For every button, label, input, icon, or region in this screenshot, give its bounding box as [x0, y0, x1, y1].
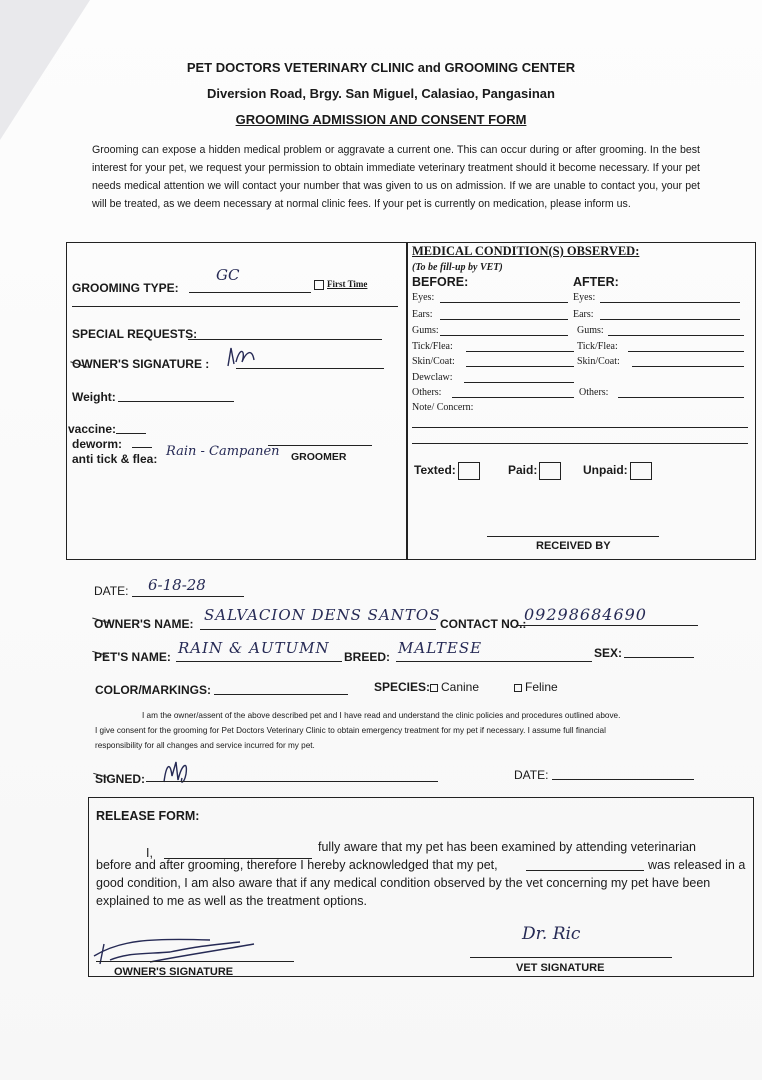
release-text-3: good condition, I am also aware that if any medical condition observed by the vet concerning my pet have been: [96, 876, 711, 890]
contact-value: 09298684690: [524, 605, 647, 624]
before-field-label: Skin/Coat:: [412, 356, 455, 367]
canine-option[interactable]: Canine: [430, 680, 479, 694]
color-markings-field[interactable]: [214, 694, 348, 695]
clinic-name: PET DOCTORS VETERINARY CLINIC and GROOMING CENTER: [186, 60, 576, 75]
release-pet-field[interactable]: [526, 870, 644, 871]
owner-name-label: OWNER'S NAME:: [94, 617, 194, 631]
after-field-label: Ears:: [573, 309, 594, 320]
grooming-type-line-2: [72, 306, 398, 307]
after-field-line[interactable]: [608, 335, 744, 336]
pet-name-field[interactable]: [176, 661, 342, 662]
groomer-name-value: Rain - Campanen: [166, 444, 280, 459]
groomer-field[interactable]: [268, 445, 372, 446]
first-time-checkbox[interactable]: [314, 280, 324, 290]
paid-checkbox[interactable]: [539, 462, 561, 480]
before-field-line[interactable]: [440, 319, 568, 320]
release-text-2a: before and after grooming, therefore I hereby acknowledged that my pet,: [96, 858, 498, 872]
after-field-line[interactable]: [628, 351, 744, 352]
owner-name-field[interactable]: [200, 629, 436, 630]
vaccine-label: vaccine:: [68, 422, 117, 436]
special-requests-field[interactable]: [188, 339, 382, 340]
pet-name-value: RAIN & AUTUMN: [178, 639, 330, 657]
after-field-label: Eyes:: [573, 292, 596, 303]
unpaid-checkbox[interactable]: [630, 462, 652, 480]
after-field-label: Tick/Flea:: [577, 341, 618, 352]
grooming-type-value: GC: [216, 266, 240, 284]
vaccine-field[interactable]: [116, 433, 146, 434]
consent-line-3: responsibility for all changes and service incurred for my pet.: [95, 741, 315, 750]
date-field[interactable]: [132, 596, 244, 597]
date-value: 6-18-28: [148, 576, 206, 594]
consent-date-label: DATE:: [514, 768, 549, 782]
after-field-label: Skin/Coat:: [577, 356, 620, 367]
before-field-label: Tick/Flea:: [412, 341, 453, 352]
grooming-type-label: GROOMING TYPE:: [72, 281, 179, 295]
weight-label: Weight:: [72, 390, 116, 404]
vet-signature-value: Dr. Ric: [522, 924, 581, 944]
after-field-line[interactable]: [632, 366, 744, 367]
release-text-1: fully aware that my pet has been examined by attending veterinarian: [318, 840, 697, 854]
consent-line-1: I am the owner/assent of the above described pet and I have read and understand the clinic policies and procedures outlined above.: [142, 711, 621, 720]
owner-signature-scribble: [222, 342, 262, 370]
after-field-label: Gums:: [577, 325, 604, 336]
deworm-label: deworm:: [72, 437, 123, 451]
sex-label: SEX:: [594, 646, 623, 660]
weight-field[interactable]: [118, 401, 234, 402]
paid-option[interactable]: Paid:: [508, 462, 561, 480]
contact-field[interactable]: [516, 625, 698, 626]
before-field-line[interactable]: [440, 335, 568, 336]
date-label: DATE:: [94, 584, 129, 598]
vet-fill-note: (To be fill-up by VET): [412, 262, 503, 273]
received-by-field[interactable]: [487, 536, 659, 537]
consent-date-field[interactable]: [552, 779, 694, 780]
breed-label: BREED:: [344, 650, 391, 664]
canine-checkbox[interactable]: [430, 684, 438, 692]
form-title: GROOMING ADMISSION AND CONSENT FORM: [235, 112, 527, 127]
after-field-line[interactable]: [618, 397, 744, 398]
consent-line-2: I give consent for the grooming for Pet Doctors Veterinary Clinic to obtain emergency treatment for my pet if necessary. I assume full financial: [95, 726, 606, 735]
before-field-label: Dewclaw:: [412, 372, 453, 383]
note-concern-label: Note/ Concern:: [412, 402, 474, 413]
before-field-line[interactable]: [466, 351, 574, 352]
breed-value: MALTESE: [398, 639, 483, 657]
feline-checkbox[interactable]: [514, 684, 522, 692]
after-field-line[interactable]: [600, 302, 740, 303]
species-label: SPECIES:: [374, 680, 431, 694]
note-line-2[interactable]: [412, 443, 748, 444]
texted-option[interactable]: Texted:: [414, 462, 480, 480]
breed-field[interactable]: [396, 661, 592, 662]
unpaid-option[interactable]: Unpaid:: [583, 462, 652, 480]
release-text-2b: was released in a: [648, 858, 746, 872]
anti-tick-label: anti tick & flea:: [72, 452, 158, 466]
before-field-line[interactable]: [452, 397, 574, 398]
pet-name-label: PET'S NAME:: [94, 650, 171, 664]
after-field-label: Others:: [579, 387, 609, 398]
intro-paragraph: Grooming can expose a hidden medical problem or aggravate a current one. This can occur during or after grooming. In the best interest for your pet, we request your permission to obtain immediate veterinary treatment should it become necessary. If your pet needs medical attention we will contact your number that was given to us on admission. If we are unable to contact you, your pet will be treated, as we deem necessary at normal clinic fees. If your pet is currently on medication, please inform us.: [92, 144, 700, 210]
contact-label: CONTACT NO.:: [440, 617, 527, 631]
before-field-label: Gums:: [412, 325, 439, 336]
before-field-line[interactable]: [466, 366, 574, 367]
signed-field[interactable]: [146, 781, 438, 782]
release-title: RELEASE FORM:: [96, 809, 200, 823]
before-label: BEFORE:: [412, 275, 469, 289]
owner-name-value: SALVACION DENS SANTOS: [204, 606, 441, 624]
grooming-type-field[interactable]: [189, 292, 311, 293]
after-label: AFTER:: [573, 275, 619, 289]
sex-field[interactable]: [624, 657, 694, 658]
before-field-line[interactable]: [464, 382, 574, 383]
before-field-label: Ears:: [412, 309, 433, 320]
after-field-line[interactable]: [600, 319, 740, 320]
box-divider: [406, 242, 408, 560]
medical-condition-title: MEDICAL CONDITION(S) OBSERVED:: [412, 244, 640, 258]
feline-option[interactable]: Feline: [514, 680, 558, 694]
before-field-label: Others:: [412, 387, 442, 398]
owner-signature-field[interactable]: [236, 368, 384, 369]
release-i-label: I,: [146, 846, 153, 860]
special-requests-label: SPECIAL REQUESTS:: [72, 327, 198, 341]
before-field-line[interactable]: [440, 302, 568, 303]
owner-signature-label: OWNER'S SIGNATURE :: [72, 357, 210, 371]
release-owner-scribble: [90, 934, 260, 968]
first-time-option[interactable]: First Time: [314, 279, 367, 290]
vet-signature-field[interactable]: [470, 957, 672, 958]
signed-label: SIGNED:: [95, 772, 146, 786]
clinic-address: Diversion Road, Brgy. San Miguel, Calasiao, Pangasinan: [207, 86, 555, 101]
color-markings-label: COLOR/MARKINGS:: [95, 683, 211, 697]
groomer-label: GROOMER: [291, 451, 347, 463]
received-by-label: RECEIVED BY: [536, 540, 611, 552]
deworm-field[interactable]: [132, 447, 152, 448]
release-text-4: explained to me as well as the treatment options.: [96, 894, 367, 908]
note-line-1[interactable]: [412, 427, 748, 428]
owner-signature-release-field[interactable]: [96, 961, 294, 962]
vet-signature-label: VET SIGNATURE: [516, 962, 605, 974]
texted-checkbox[interactable]: [458, 462, 480, 480]
release-owner-signature-label: OWNER'S SIGNATURE: [114, 966, 234, 978]
before-field-label: Eyes:: [412, 292, 435, 303]
